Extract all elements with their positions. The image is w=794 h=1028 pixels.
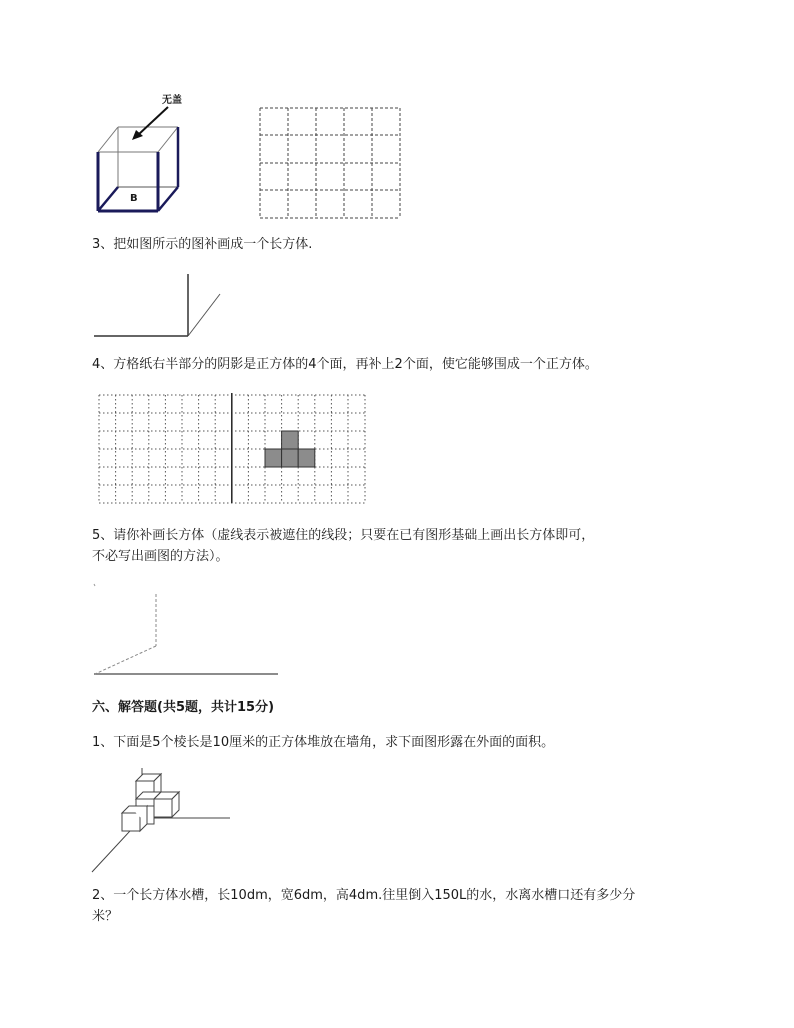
base-label: B <box>130 193 138 204</box>
stacked-cubes-figure <box>90 768 235 874</box>
section-6-heading: 六、解答题(共5题，共计15分) <box>92 700 275 715</box>
q3-figure <box>92 270 232 342</box>
section-6-question-2-line-1: 2、一个长方体水槽，长10dm，宽6dm，高4dm.往里倒入150L的水，水离水槽口还有多少分 <box>92 888 636 903</box>
q5-figure <box>92 580 282 680</box>
section-6-question-2-line-2: 米？ <box>92 909 119 924</box>
section-6-question-1: 1、下面是5个棱长是10厘米的正方体堆放在墙角，求下面图形露在外面的面积。 <box>92 735 555 750</box>
lid-label: 无盖 <box>162 95 182 106</box>
question-4: 4、方格纸右半部分的阴影是正方体的4个面，再补上2个面，使它能够围成一个正方体。 <box>92 357 598 372</box>
question-5-line-1: 5、请你补画长方体（虚线表示被遮住的线段；只要在已有图形基础上画出长方体即可， <box>92 528 595 543</box>
question-3: 3、把如图所示的图补画成一个长方体. <box>92 237 313 252</box>
dashed-grid <box>258 106 404 220</box>
q4-grid-figure <box>97 393 367 505</box>
open-box-figure <box>90 95 200 217</box>
question-5-line-2: 不必写出画图的方法）。 <box>92 549 229 564</box>
